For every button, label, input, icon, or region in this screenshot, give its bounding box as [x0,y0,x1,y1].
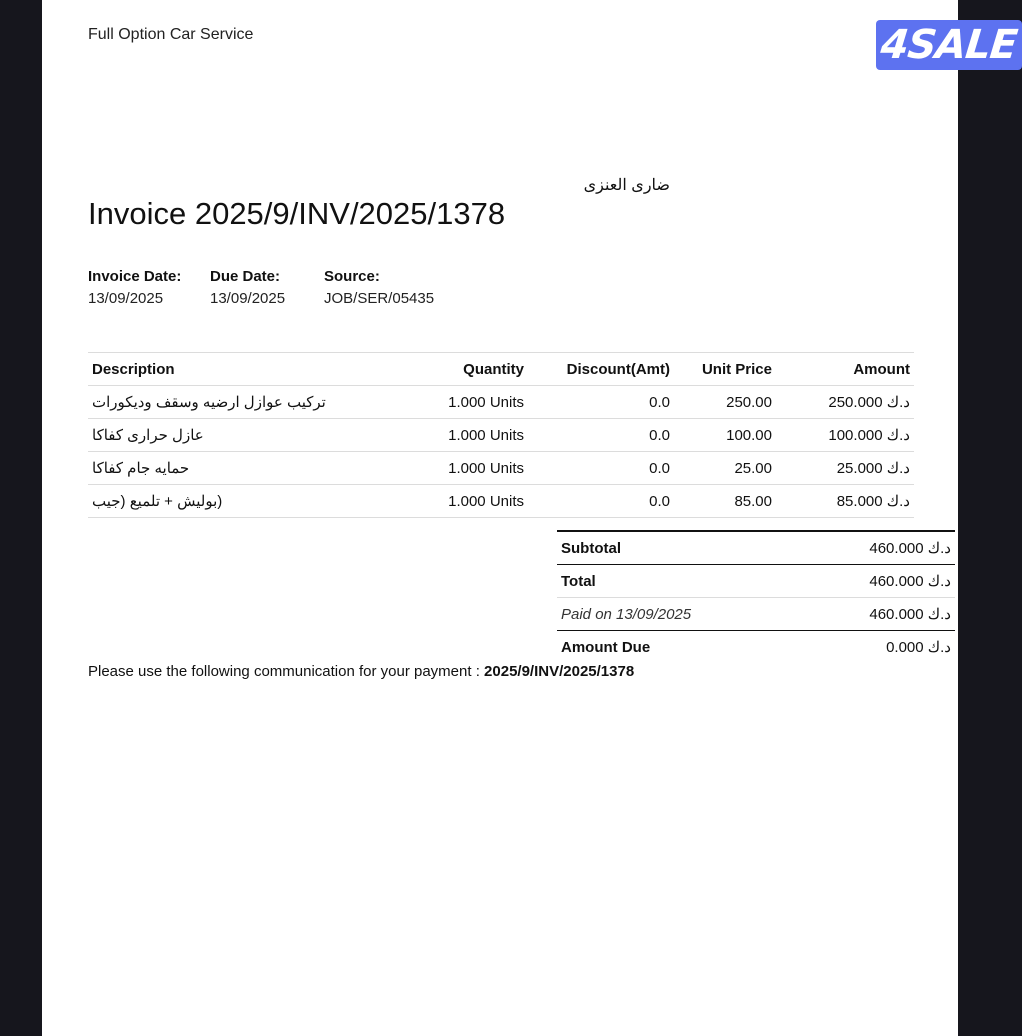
line-quantity: 1.000 Units [408,452,528,485]
table-row [88,452,914,485]
source-block [324,268,434,307]
total-label: Total [557,565,798,598]
line-amount: د.ك 25.000 [776,452,914,485]
due-date-label: Due Date: [210,268,281,285]
table-row [88,485,914,518]
invoice-title: Invoice 2025/9/INV/2025/1378 [88,196,506,231]
col-quantity: Quantity [408,353,528,386]
company-name: Full Option Car Service [88,26,254,43]
invoice-date-block [88,268,181,307]
source-value: JOB/SER/05435 [324,290,435,307]
col-description: Description [88,353,408,386]
paid-value: د.ك 460.000 [798,598,955,631]
col-discount: Discount(Amt) [528,353,674,386]
table-row [88,386,914,419]
line-description: تركيب عوازل ارضيه وسقف وديكورات [88,386,408,419]
line-quantity: 1.000 Units [408,386,528,419]
line-quantity: 1.000 Units [408,485,528,518]
communication-text: Please use the following communication for your payment : [88,663,485,680]
paid-label: Paid on 13/09/2025 [557,598,798,631]
payment-reference: 2025/9/INV/2025/1378 [484,663,635,680]
line-discount: 0.0 [528,452,674,485]
table-row [88,419,914,452]
line-unit-price: 85.00 [674,485,776,518]
logo-text: 4SALE [878,22,1020,68]
brand-logo [876,20,1022,70]
total-row [557,565,955,598]
line-unit-price: 25.00 [674,452,776,485]
invoice-date-value: 13/09/2025 [88,290,164,307]
invoice-lines-table [88,352,914,518]
source-label: Source: [324,268,380,285]
line-description: حمايه جام كفاكا [88,452,408,485]
amount-due-row [557,631,955,664]
total-value: د.ك 460.000 [798,565,955,598]
line-amount: د.ك 85.000 [776,485,914,518]
due-date-block [210,268,285,307]
subtotal-label: Subtotal [557,531,798,565]
amount-due-value: د.ك 0.000 [886,639,951,656]
totals-table [557,530,955,663]
invoice-date-label: Invoice Date: [88,268,182,285]
line-description: عازل حرارى كفاكا [88,419,408,452]
line-amount: د.ك 250.000 [776,386,914,419]
table-header-row [88,353,914,386]
payment-communication [88,663,634,680]
subtotal-row [557,531,955,565]
line-unit-price: 250.00 [674,386,776,419]
customer-name: ضارى العنزى [583,177,670,194]
line-amount: د.ك 100.000 [776,419,914,452]
line-discount: 0.0 [528,485,674,518]
subtotal-value: د.ك 460.000 [798,531,955,565]
invoice-page [42,0,1020,1036]
line-discount: 0.0 [528,386,674,419]
line-quantity: 1.000 Units [408,419,528,452]
col-amount: Amount [776,353,914,386]
line-description: (بوليش + تلميع (جيب [88,485,408,518]
paid-row [557,598,955,631]
amount-due-label: Amount Due [561,638,651,656]
col-unit-price: Unit Price [674,353,776,386]
line-discount: 0.0 [528,419,674,452]
due-date-value: 13/09/2025 [210,290,286,307]
line-unit-price: 100.00 [674,419,776,452]
